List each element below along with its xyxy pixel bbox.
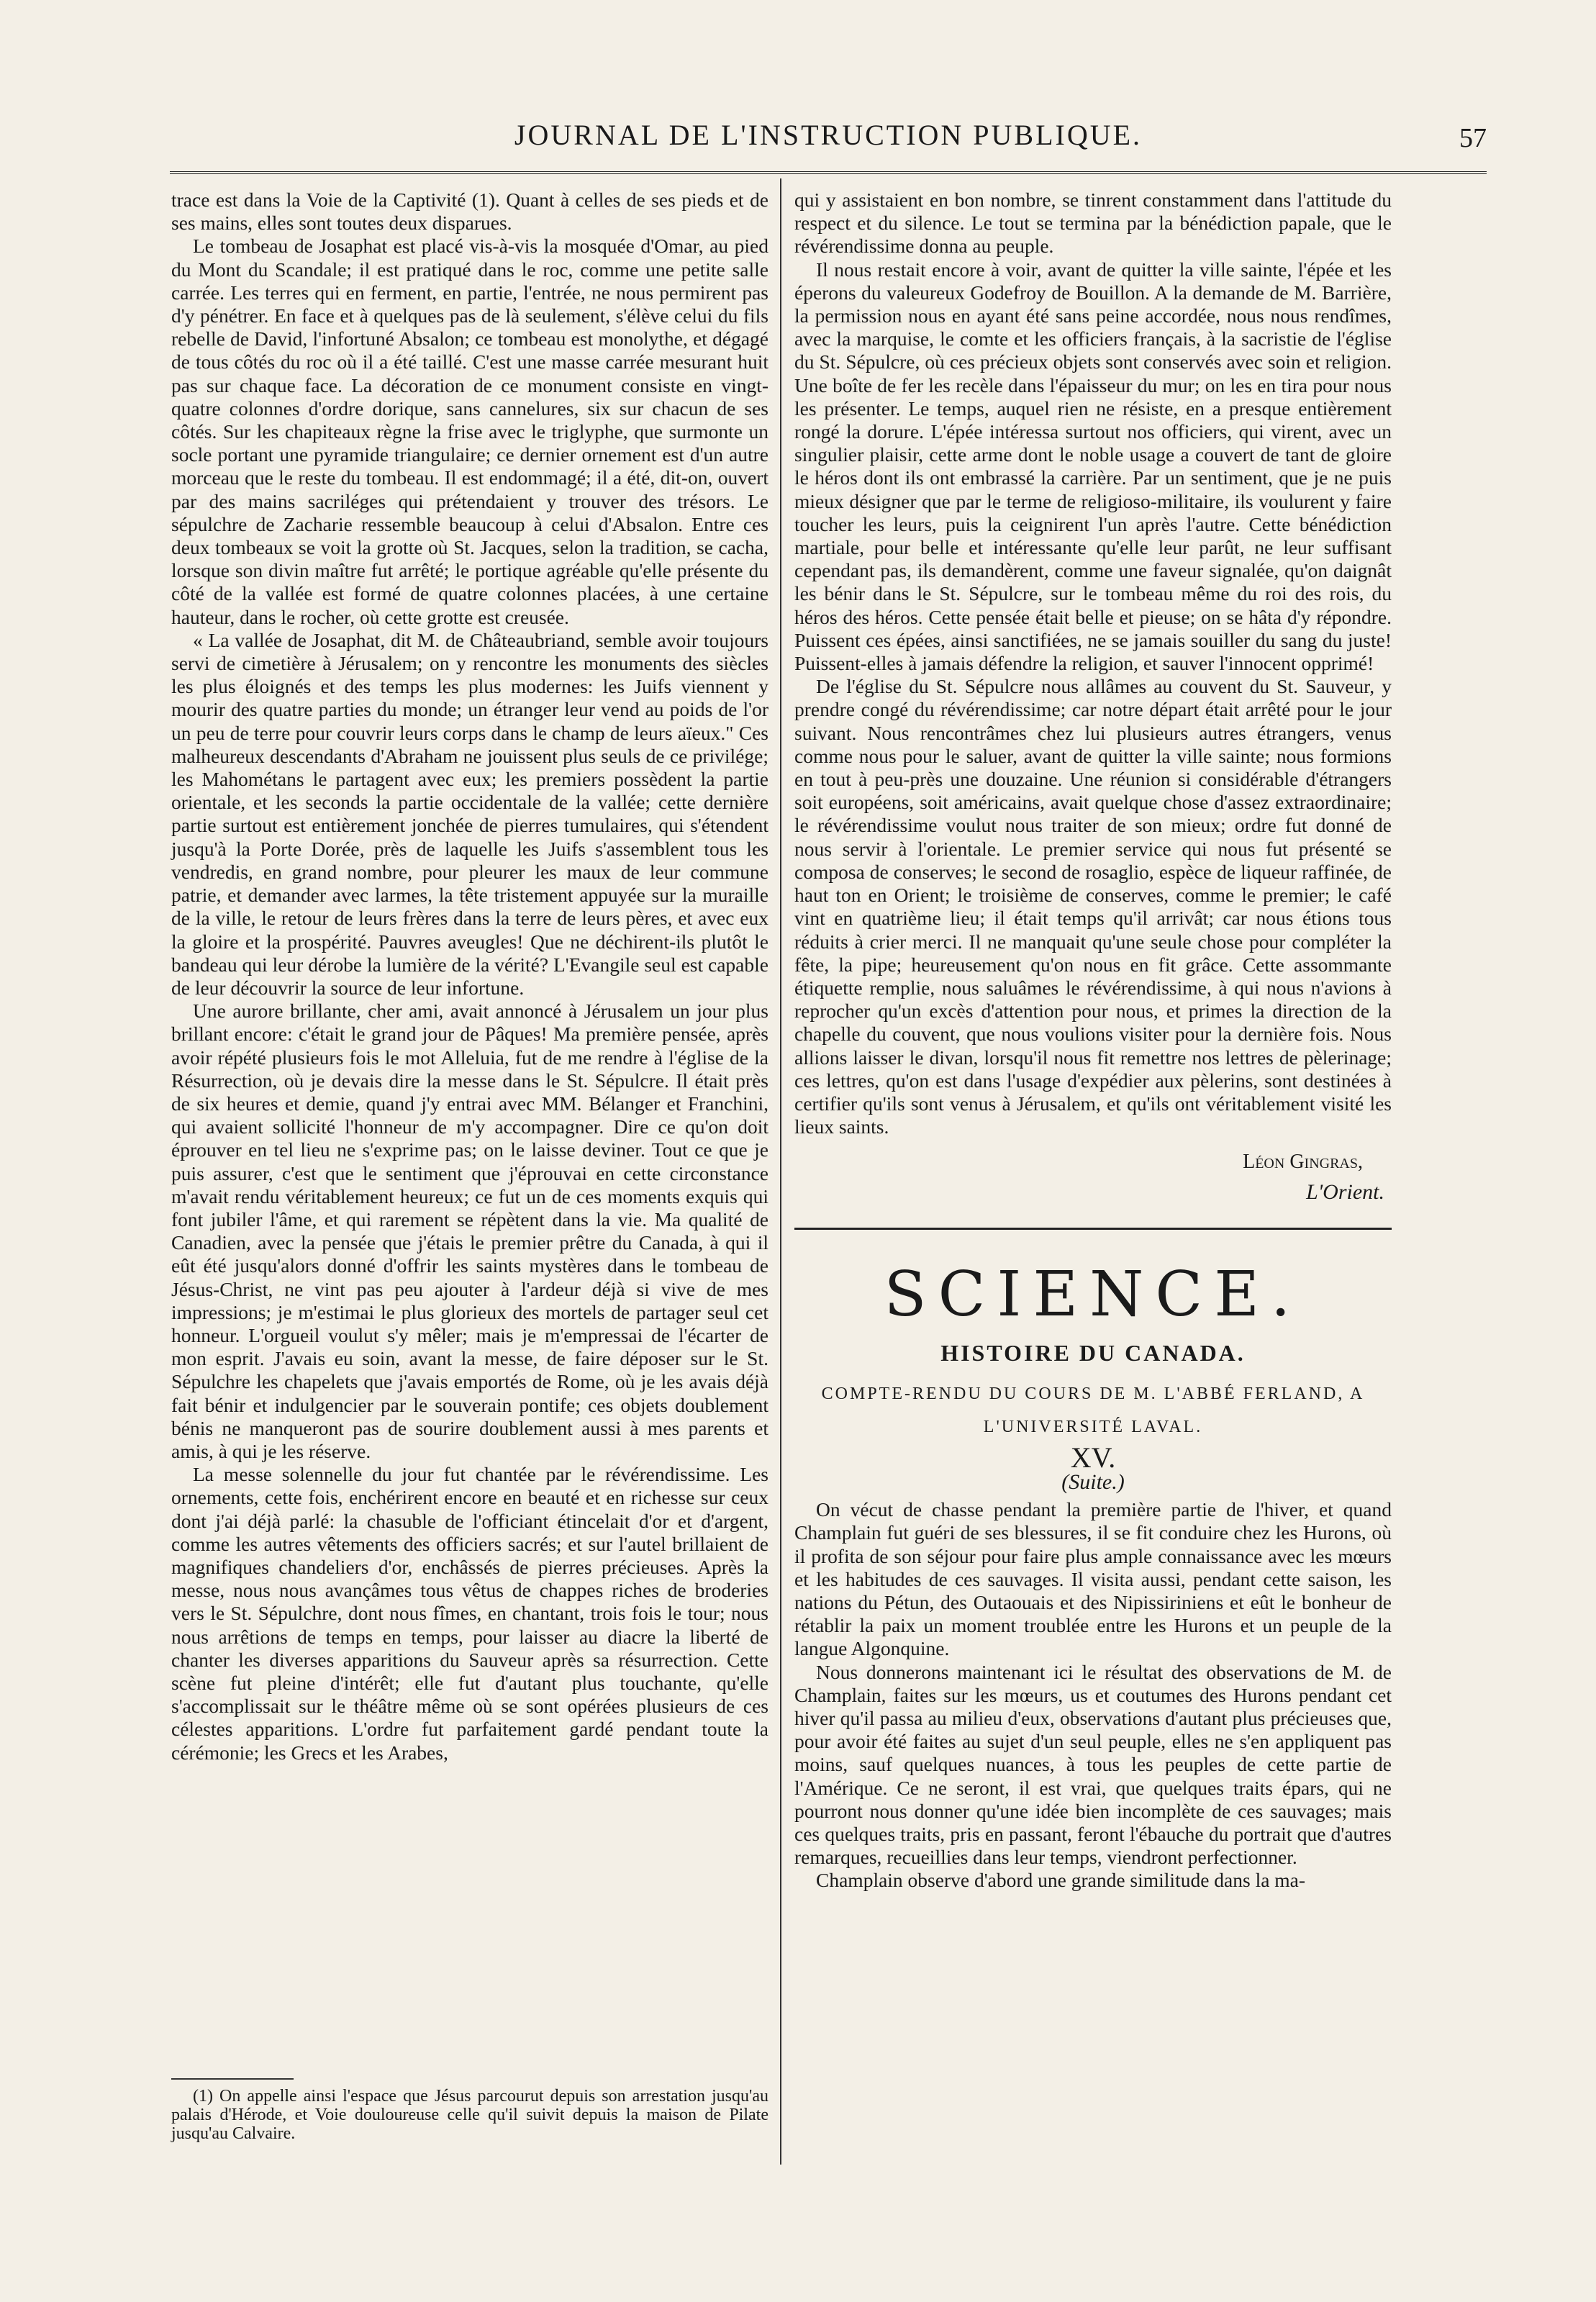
page-header bbox=[170, 107, 1487, 171]
article-subtitle: COMPTE-RENDU DU COURS DE M. L'ABBÉ FERLAND, A L'UNIVERSITÉ LAVAL. bbox=[821, 1384, 1365, 1436]
column-divider bbox=[780, 178, 781, 2165]
paragraph: Le tombeau de Josaphat est placé vis-à-vis la mosquée d'Omar, au pied du Mont du Scandale; il est pratiqué dans le roc, comme une petite salle carrée. Les terres qui en ferment, en partie, l'entrée, ne nous permirent pas d'y pénétrer. En face et à quelques pas de là seulement, s'élève celui du fils rebelle de David, l'infortuné Absalon; ce tombeau est monolythe, et dégagé de tous côtés du roc où il a été taillé. C'est une masse carrée mesurant huit pas sur chaque face. La décoration de ce monument consiste en vingt-quatre colonnes d'ordre dorique, sans cannelures, six sur chacun de ses côtés. Sur les chapiteaux règne la frise avec le triglyphe, que surmonte un socle portant une pyramide triangulaire; ce dernier ornement est d'un autre morceau que le reste du tombeau. Il est endommagé; il a été, dit-on, ouvert par des mains sacriléges qui prétendaient y trouver des trésors. Le sépulchre de Zacharie ressemble beaucoup à celui d'Absalon. Entre ces deux tombeaux se voit la grotte où St. Jacques, selon la tradition, se cacha, lorsque son divin maître fut arrêté; le portique agréable qu'elle présente du côté de la vallée est formé de quatre colonnes placées, à une certaine hauteur, dans le rocher, où cette grotte est creusée. bbox=[171, 235, 768, 628]
paragraph: Nous donnerons maintenant ici le résultat des observations de M. de Champlain, faites sur les mœurs, us et coutumes des Hurons pendant cet hiver qu'il passa au milieu d'eux, observations d'autant plus précieuses que, pour avoir été faites au sujet d'un seul peuple, elles ne s'en appliquent pas moins, sauf quelques nuances, à tous les peuples de cette partie de l'Amérique. Ce ne seront, il est vrai, que quelques traits épars, qui ne pourront nous donner qu'une idée bien incomplète de ces sauvages; mais ces quelques traits, pris en passant, feront l'ébauche du portrait que d'autres remarques, recueillies dans leur temps, viendront perfectionner. bbox=[794, 1660, 1392, 1869]
signature bbox=[794, 1147, 1392, 1207]
paragraph: qui y assistaient en bon nombre, se tinrent constamment dans l'attitude du respect et du silence. Le tout se termina par la bénédiction papale, que le révérendissime donna au peuple. bbox=[794, 189, 1392, 258]
section-rule bbox=[794, 1228, 1392, 1230]
paragraph: Il nous restait encore à voir, avant de quitter la ville sainte, l'épée et les éperons du valeureux Godefroy de Bouillon. A la demande de M. Barrière, la permission nous en ayant été sans peine accordée, nous nous rendîmes, avec la marquise, le comte et les officiers français, à la sacristie de l'église du St. Sépulcre, où ces précieux objets sont conservés avec soin et religion. Une boîte de fer les recèle dans l'épaisseur du mur; on les en tira pour nous les présenter. Le temps, auquel rien ne résiste, en a presque entièrement rongé la dorure. L'épée intéressa surtout nos officiers, qui virent, avec un singulier plaisir, cette arme dont le noble usage a couvert de tant de gloire le héros dont ils ont embrassé la carrière. Par un sentiment, que je ne puis mieux désigner que par le terme de religioso-militaire, ils voulurent y faire toucher les leurs, puis la ceignirent l'un après l'autre. Cette bénédiction martiale, pour belle et intéressante qu'elle leur parût, ne leur suffisant cependant pas, ils demandèrent, comme une faveur signalée, qu'on daignât les bénir dans le St. Sépulcre, sur le tombeau même du roi des rois, du héros des héros. Cette pensée était belle et pieuse; on se hâta d'y répondre. Puissent ces épées, ainsi sanctifiées, ne se jamais souiller du sang du juste! Puissent-elles à jamais défendre la religion, et sauver l'innocent opprimé! bbox=[794, 258, 1392, 675]
article-continued: (Suite.) bbox=[1061, 1469, 1125, 1494]
header-rule bbox=[170, 171, 1487, 174]
footnote: (1) On appelle ainsi l'espace que Jésus parcourut depuis son arrestation jusqu'au palais d'Hérode, et Voie douloureuse celle qu'il suivit depuis la maison de Pilate jusqu'au Calvaire. bbox=[171, 2087, 768, 2143]
left-column bbox=[171, 189, 768, 1764]
paragraph: « La vallée de Josaphat, dit M. de Châteaubriand, semble avoir toujours servi de cimetière à Jérusalem; on y rencontre les monuments des siècles les plus éloignés et des temps les plus modernes: les Juifs viennent y mourir des quatre parties du monde; un étranger leur vend au poids de l'or un peu de terre pour couvrir leurs corps dans le champ de leurs aïeux." Ces malheureux descendants d'Abraham ne jouissent plus seuls de ce privilége; les Mahométans le partagent avec eux; les premiers possèdent la partie orientale, et les seconds la partie occidentale de la vallée; cette dernière partie surtout est entièrement jonchée de pierres tumulaires, qui s'étendent jusqu'à la Porte Dorée, près de laquelle les Juifs s'assemblent tous les vendredis, en grand nombre, pour pleurer les maux de leur commune patrie, et demander avec larmes, la tête tristement appuyée sur la muraille de la ville, le retour de leurs frères dans la terre de leurs pères, et avec eux la gloire et la prospérité. Pauvres aveugles! Que ne déchirent-ils plutôt le bandeau qui leur dérobe la lumière de la vérité? L'Evangile seul est capable de leur découvrir la source de leur infortune. bbox=[171, 628, 768, 999]
signature-source: L'Orient. bbox=[1306, 1180, 1384, 1205]
paragraph: De l'église du St. Sépulcre nous allâmes au couvent du St. Sauveur, y prendre congé du révérendissime; car notre départ était arrêté pour le jour suivant. Nous rencontrâmes chez lui plusieurs autres étrangers, venus comme nous pour le saluer, avant de quitter la ville sainte; nous formions en tout à peu-près une douzaine. Une réunion si considérable d'étrangers soit européens, soit américains, avait quelque chose d'assez extraordinaire; le révérendissime voulut nous traiter de son mieux; ordre fut donné de nous servir à l'orientale. Le premier service qui nous fut présenté se composa de conserves; le second de rosaglio, espèce de liqueur raffinée, de haut ton en Orient; le troisième de conserves, comme le premier; le café vint en quatrième lieu; il était temps qu'il arrivât; car nous étions tous réduits à crier merci. Il ne manquait qu'une seule chose pour compléter la fête, la pipe; heureusement qu'on nous en fit grâce. Cette assommante étiquette remplie, nous saluâmes le révérendissime, à qui nous n'avions à reprocher qu'un excès d'attention pour nous, et primes la direction de la chapelle du couvent, que nous voulions visiter pour la dernière fois. Nous allions laisser le divan, lorsqu'il nous fit remettre nos lettres de pèlerinage; ces lettres, qu'on est dans l'usage d'expédier aux pèlerins, sont destinées à certifier qu'ils sont venus à Jérusalem, et qu'ils ont véritablement visité les lieux saints. bbox=[794, 675, 1392, 1138]
paragraph: Une aurore brillante, cher ami, avait annoncé à Jérusalem un jour plus brillant encore: c'était le grand jour de Pâques! Ma première pensée, après avoir répété plusieurs fois le mot Alleluia, fut de me rendre à l'église de la Résurrection, où je devais dire la messe dans le St. Sépulcre. Il était près de six heures et demie, quand j'y entrai avec MM. Bélanger et Franchini, qui avaient sollicité l'honneur de m'y accompagner. Dire ce qu'on doit éprouver en tel lieu ne s'exprime pas; on le laisse deviner. Tout ce que je puis assurer, c'est que le sentiment que j'éprouvai en cette circonstance m'avait rendu véritablement heureux; ce fut un de ces moments exquis qui font jubiler l'âme, et qui rarement se répètent dans la vie. Ma qualité de Canadien, avec la pensée que j'étais le premier prêtre du Canada, à qui il eût été jusqu'alors donné d'offrir les saints mystères dans le tombeau de Jésus-Christ, ne vint pas peu ajouter à l'ardeur déjà si vive de mes impressions; je m'estimai le plus glorieux des mortels de partager seul cet honneur. L'orgueil voulut s'y mêler; mais je m'empressai de l'écarter de mon esprit. J'avais eu soin, avant la messe, de faire déposer sur le St. Sépulchre les chapelets que j'avais emportés de Rome, où je les avais déjà fait bénir et indulgencier par le souverain pontife; ces objets doublement bénis ne manqueront pas de sourire doublement aussi à mes parents et amis, à qui je les réserve. bbox=[171, 1000, 768, 1462]
page-number: 57 bbox=[1459, 123, 1487, 153]
section-title: SCIENCE. bbox=[884, 1259, 1302, 1331]
right-column bbox=[794, 189, 1392, 1893]
footnote-rule bbox=[171, 2078, 294, 2080]
article-number: XV. bbox=[1070, 1441, 1116, 1474]
article-title: HISTOIRE DU CANADA. bbox=[940, 1339, 1246, 1366]
paragraph: La messe solennelle du jour fut chantée par le révérendissime. Les ornements, cette fois, enchérirent encore en beauté et en richesse sur ceux dont j'ai déjà parlé: la chasuble de l'officiant étincelait d'or et d'argent, comme les autres vêtements des officiers sacrés; et sur l'autel brillaient de magnifiques chandeliers d'or, enchâssés de pierres précieuses. Après la messe, nous nous avançâmes tous vêtus de chappes riches de broderies vers le St. Sépulchre, dont nous fîmes, en chantant, trois fois le tour; nous nous arrêtions de temps en temps, pour laisser au diacre la liberté de chanter les diverses apparitions du Sauveur après sa résurrection. Cette scène fut pleine d'intérêt; elle fut d'autant plus touchante, qu'elle s'accomplissait sur le théâtre même où se sont opérées plusieurs de ces célestes apparitions. L'ordre fut parfaitement gardé pendant toute la cérémonie; les Grecs et les Arabes, bbox=[171, 1463, 768, 1764]
signature-author: Léon Gingras, bbox=[1243, 1151, 1363, 1174]
paragraph: Champlain observe d'abord une grande similitude dans la ma- bbox=[816, 1869, 1306, 1892]
running-head: JOURNAL DE L'INSTRUCTION PUBLIQUE. bbox=[514, 119, 1143, 151]
paragraph: trace est dans la Voie de la Captivité (1). Quant à celles de ses pieds et de ses mains, elles sont toutes deux disparues. bbox=[171, 189, 768, 235]
paragraph: On vécut de chasse pendant la première partie de l'hiver, et quand Champlain fut guéri de ses blessures, il se fit conduire chez les Hurons, où il profita de son séjour pour faire plus ample connaissance avec les mœurs et les habitudes de ces sauvages. Il visita aussi, pendant cette saison, les nations du Pétun, des Outaouais et des Nipissiriniens et eût le bonheur de rétablir la paix un moment troublée entre les Hurons et un peuple de la langue Algonquine. bbox=[794, 1498, 1392, 1660]
